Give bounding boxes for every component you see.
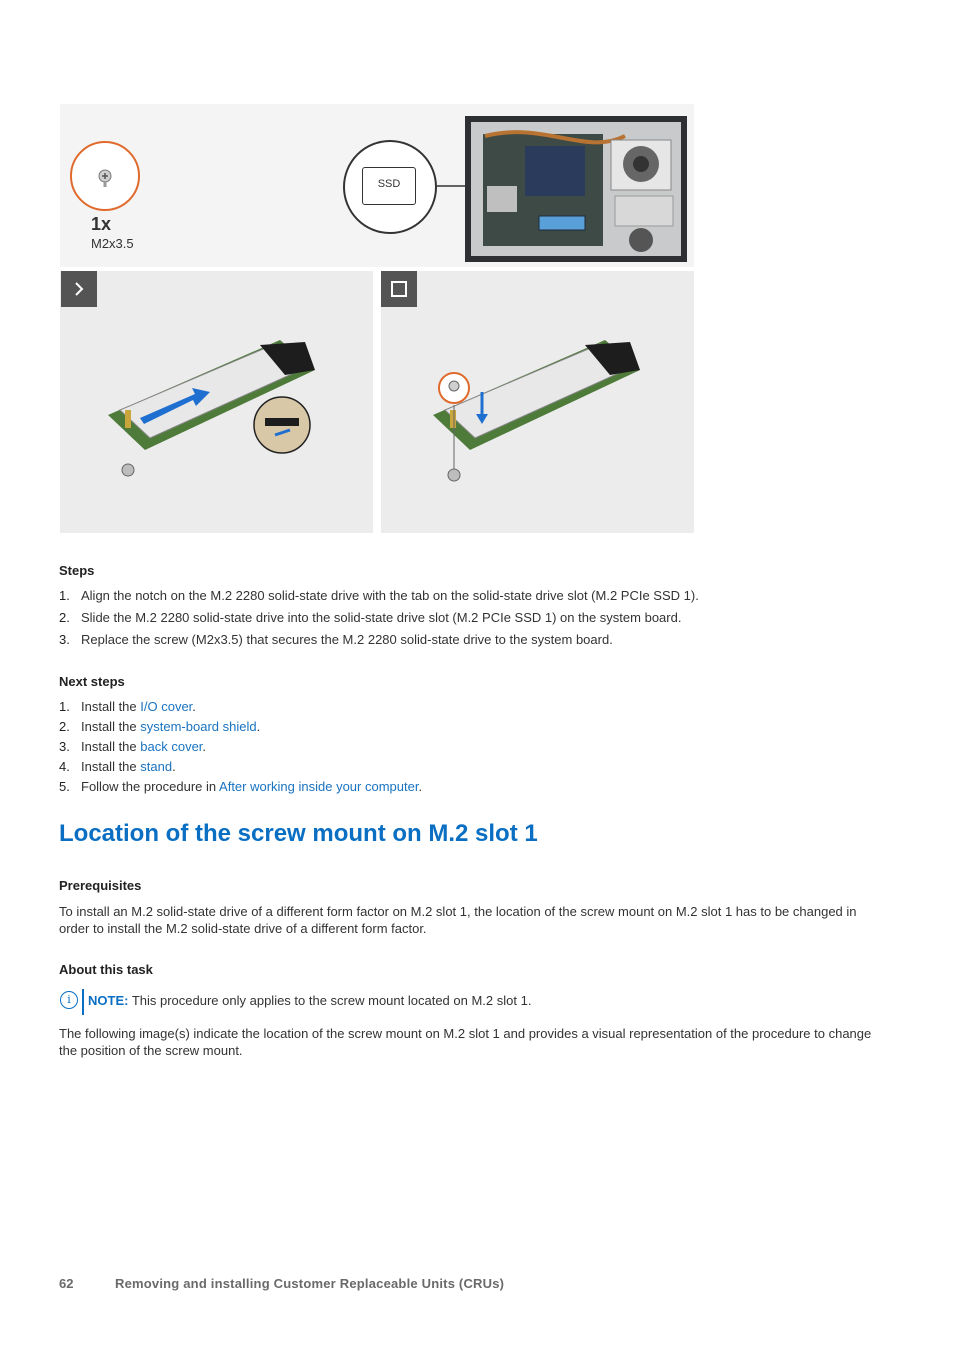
ssd-label: SSD: [377, 178, 401, 190]
stand-link[interactable]: stand: [140, 759, 173, 774]
steps-list: [59, 586, 899, 650]
list-item: 4. Install the stand.: [59, 759, 176, 774]
list-item: 3. Install the back cover.: [59, 739, 207, 754]
page-number: 62: [59, 1276, 74, 1291]
io-cover-link[interactable]: I/O cover: [140, 699, 193, 714]
prerequisites-text: To install an M.2 solid-state drive of a different form factor on M.2 slot 1, the location of the screw mount on M.2 slot 1 has to be changed in order to install the M.2 solid-state drive of a different form factor.: [59, 904, 857, 936]
screw-icon: [72, 143, 138, 209]
steps-heading: Steps: [59, 563, 95, 578]
info-icon: i: [60, 991, 78, 1009]
chevron-right-icon: [61, 271, 97, 307]
list-item: 1. Install the I/O cover.: [59, 699, 196, 714]
note-label: NOTE:: [88, 993, 129, 1008]
list-item: 2. Install the system-board shield.: [59, 719, 261, 734]
next-steps-list: [59, 697, 899, 797]
body-text: The following image(s) indicate the location of the screw mount on M.2 slot 1 and provides a visual representation of the procedure to change the position of the screw mount.: [59, 1026, 872, 1058]
system-board-image: [465, 116, 687, 262]
note: [88, 992, 888, 1009]
about-task-heading: About this task: [59, 962, 153, 977]
list-item: 5. Follow the procedure in After working inside your computer.: [59, 779, 423, 794]
screw-type: M2x3.5: [91, 236, 134, 251]
screw-callout: [70, 141, 140, 211]
note-divider: [82, 989, 84, 1015]
after-working-link[interactable]: After working inside your computer: [219, 779, 419, 794]
back-cover-link[interactable]: back cover: [140, 739, 203, 754]
list-item: 1. Align the notch on the M.2 2280 solid-state drive with the tab on the solid-state drive slot (M.2 PCIe SSD 1).: [59, 588, 699, 603]
list-item: 2. Slide the M.2 2280 solid-state drive into the solid-state drive slot (M.2 PCIe SSD 1) on the system board.: [59, 610, 682, 625]
system-board-shield-link[interactable]: system-board shield: [140, 719, 257, 734]
square-icon: [381, 271, 417, 307]
note-text: This procedure only applies to the screw mount located on M.2 slot 1.: [128, 993, 532, 1008]
ssd-screw-image: [425, 330, 655, 510]
list-item: 3. Replace the screw (M2x3.5) that secures the M.2 2280 solid-state drive to the system board.: [59, 632, 613, 647]
prerequisites-heading: Prerequisites: [59, 878, 142, 893]
screw-quantity: 1x: [91, 214, 112, 234]
ssd-slide-image: [100, 330, 330, 510]
next-steps-heading: Next steps: [59, 674, 125, 689]
section-title: Location of the screw mount on M.2 slot 1: [59, 820, 538, 847]
chapter-title: Removing and installing Customer Replaceable Units (CRUs): [115, 1276, 505, 1291]
